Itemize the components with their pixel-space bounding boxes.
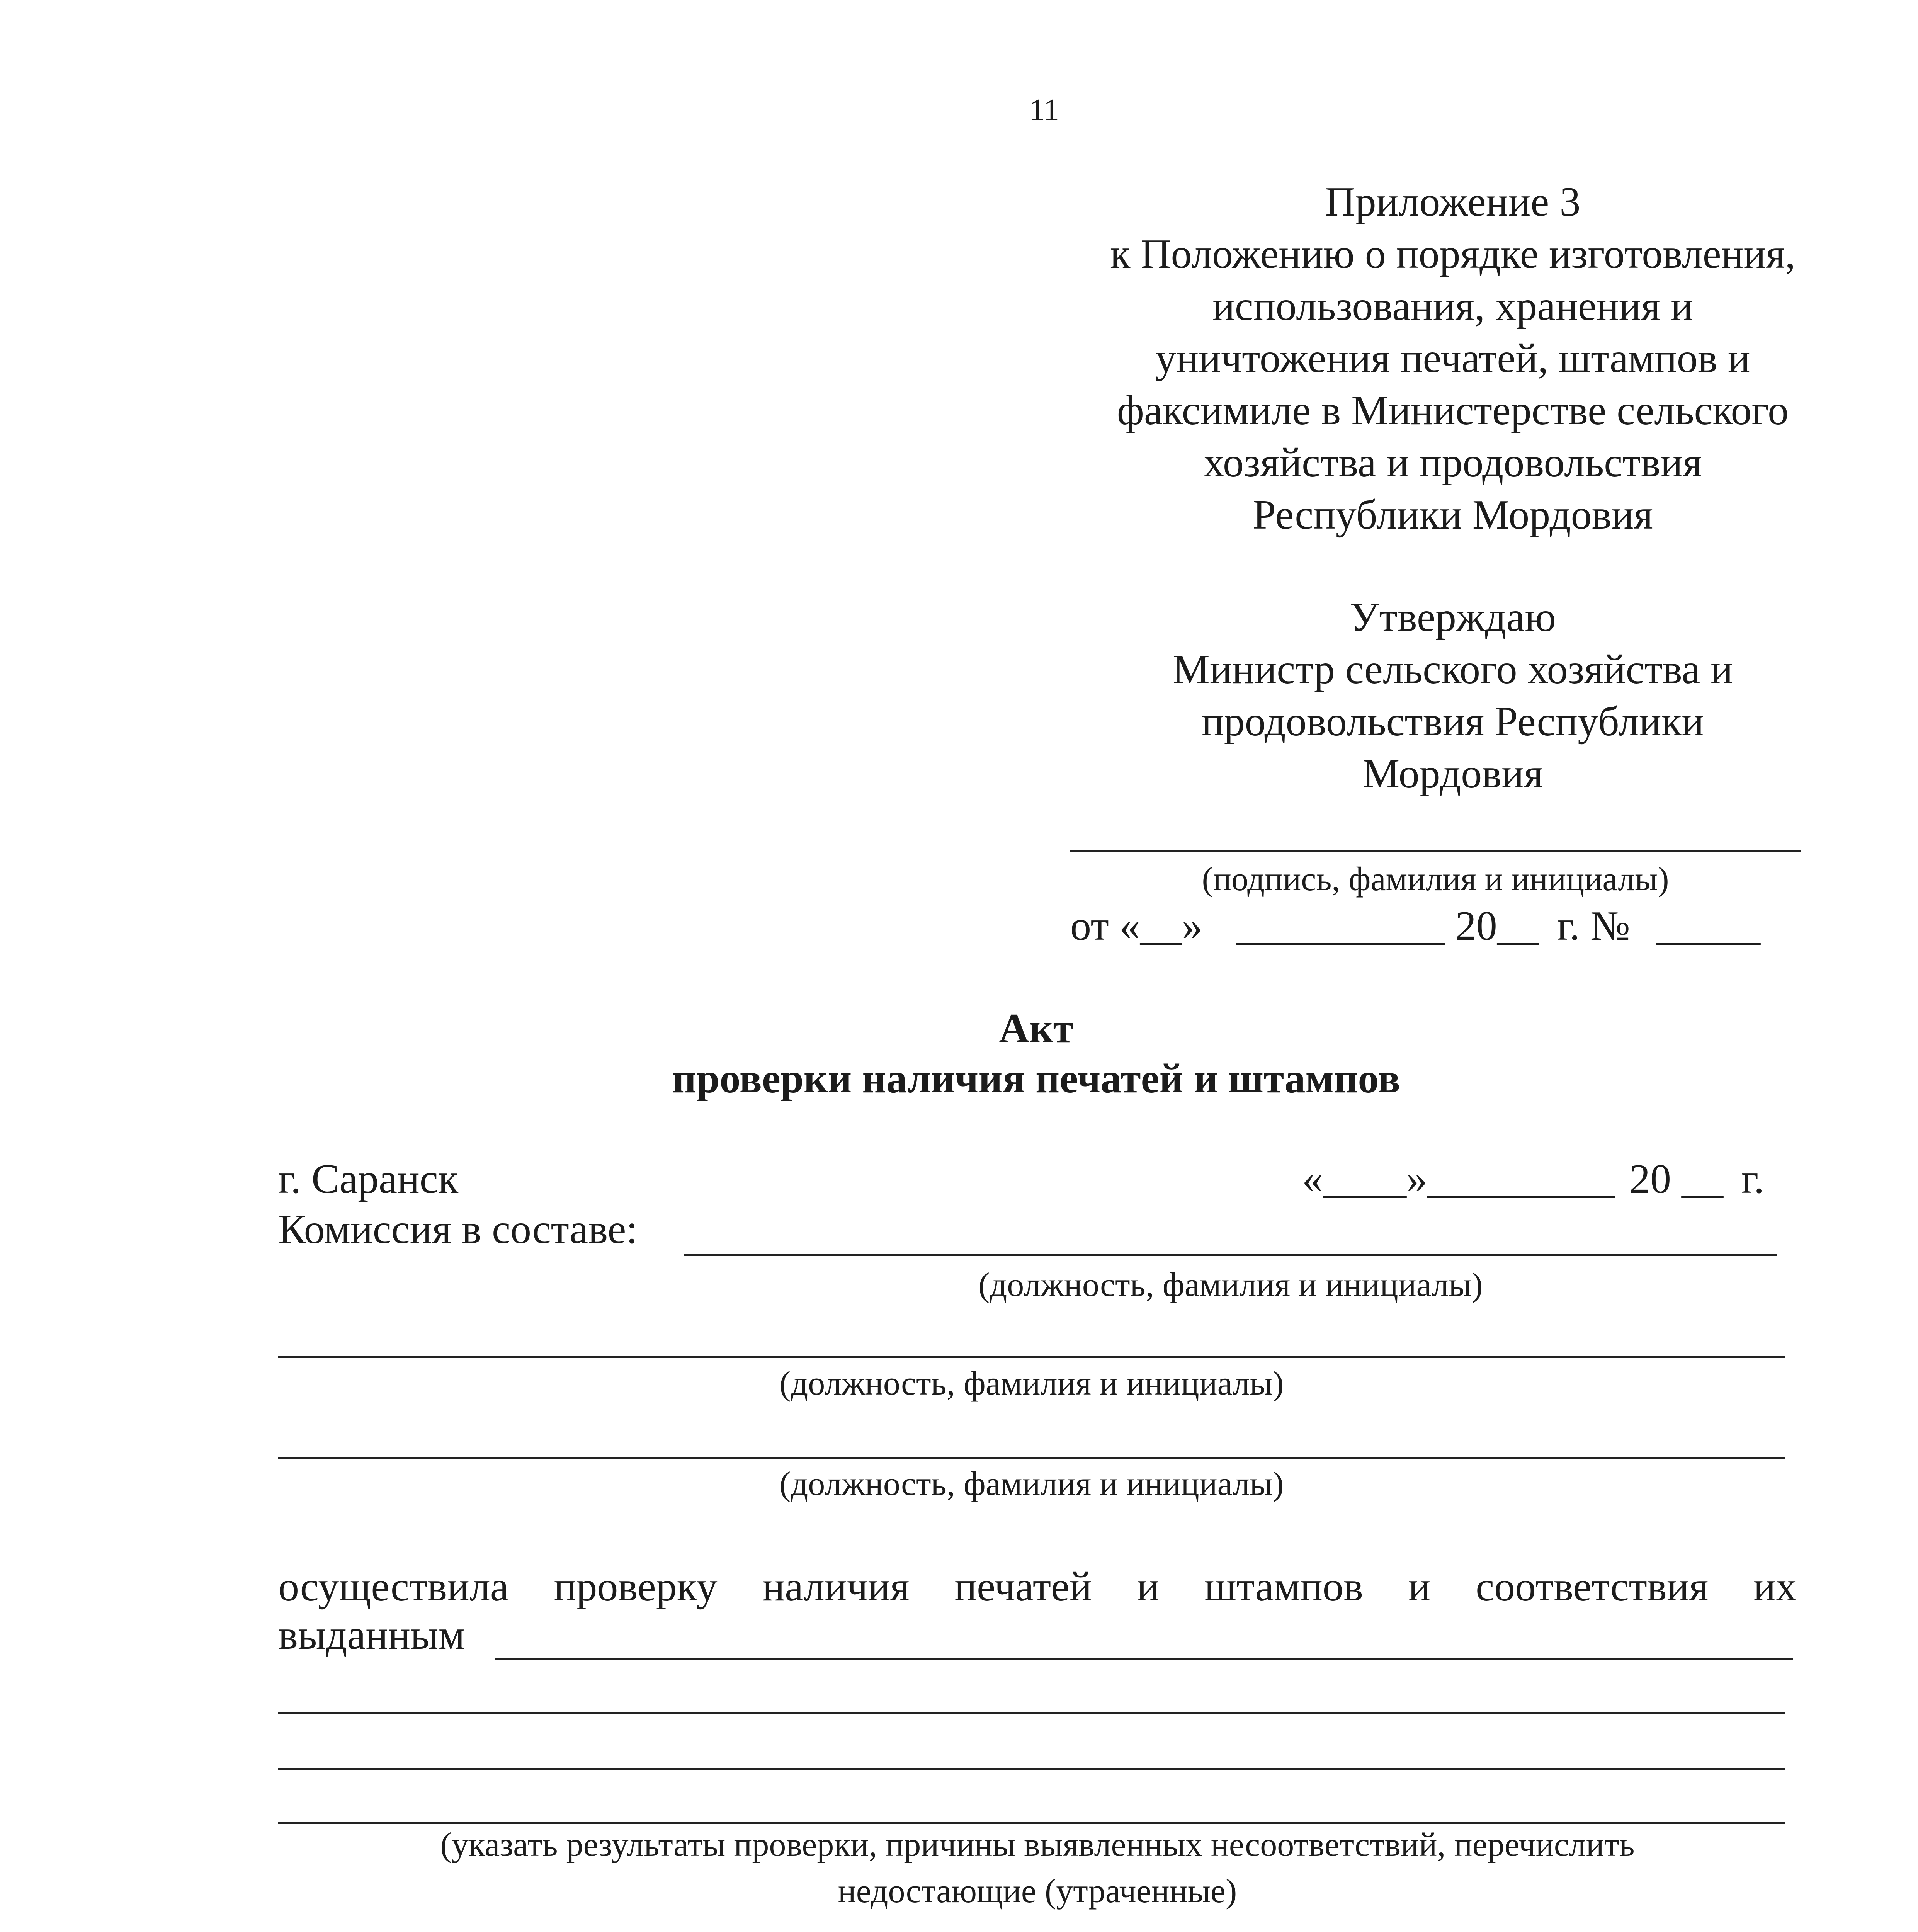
appendix-block [974,176,1918,541]
check-word: печатей [954,1564,1092,1610]
appendix-line: хозяйства и продовольствия [1204,440,1702,486]
act-date-day-blank: ____ [1323,1156,1406,1202]
check-word: наличия [762,1564,910,1610]
result-caption [278,1822,1797,1915]
date-month-blank: __________ [1236,903,1445,949]
result-caption-line1: (указать результаты проверки, причины выявленных несоответствий, перечислить [440,1826,1635,1864]
date-year-blank: __ [1497,903,1539,949]
approval-line: Мордовия [1362,751,1543,797]
city: г. Саранск [278,1156,459,1202]
appendix-line: Республики Мордовия [1252,492,1653,538]
approval-line: Утверждаю [1349,594,1556,640]
approval-date-line [1070,902,1760,950]
act-date-month-blank: _________ [1427,1156,1615,1202]
issued-line [495,1658,1793,1660]
act-date-close: » [1406,1156,1427,1202]
approval-line: Министр сельского хозяйства и [1172,646,1733,692]
appendix-line: Приложение 3 [1325,179,1581,225]
date-day-blank: __ [1140,903,1182,949]
date-number-blank: _____ [1656,903,1760,949]
issued-label: выданным [278,1612,465,1658]
appendix-line: факсимиле в Министерстве сельского [1117,388,1789,434]
signature-line [1070,850,1801,852]
appendix-line: уничтожения печатей, штампов и [1155,335,1750,381]
commission-line-3 [278,1457,1785,1459]
commission-caption-1: (должность, фамилия и инициалы) [978,1266,1483,1304]
act-date [1302,1155,1764,1203]
act-year-suffix: г. [1741,1156,1765,1202]
date-prefix: от « [1070,903,1140,949]
appendix-line: использования, хранения и [1212,283,1693,329]
check-word: штампов [1204,1564,1363,1610]
commission-line-2 [278,1356,1785,1358]
check-word: проверку [554,1564,718,1610]
check-word: и [1137,1564,1160,1610]
commission-label: Комиссия в составе: [278,1206,638,1252]
act-year-blank: __ [1682,1156,1723,1202]
commission-caption-3: (должность, фамилия и инициалы) [779,1465,1284,1503]
commission-caption-2: (должность, фамилия и инициалы) [779,1365,1284,1402]
check-word: осуществила [278,1564,509,1610]
act-date-open: « [1302,1156,1323,1202]
result-caption-line2: недостающие (утраченные) [838,1872,1237,1910]
result-line-2 [278,1768,1785,1770]
date-close-quote: » [1182,903,1203,949]
approval-line: продовольствия Республики [1201,699,1704,745]
commission-line-1 [684,1254,1777,1256]
appendix-line: к Положению о порядке изготовления, [1110,231,1796,277]
date-year-prefix: 20 [1455,903,1497,949]
check-paragraph-line1 [278,1563,1797,1611]
approval-block [1020,591,1886,800]
result-line-1 [278,1712,1785,1714]
page-number: 11 [1029,93,1059,127]
check-word: и [1408,1564,1431,1610]
document-title: Акт [999,1005,1074,1051]
date-year-suffix: г. № [1557,903,1630,949]
check-word: соответствия [1476,1564,1709,1610]
check-word: их [1753,1564,1797,1610]
document-subtitle: проверки наличия печатей и штампов [672,1056,1400,1102]
signature-caption: (подпись, фамилия и инициалы) [1202,861,1669,898]
act-year-prefix: 20 [1629,1156,1671,1202]
